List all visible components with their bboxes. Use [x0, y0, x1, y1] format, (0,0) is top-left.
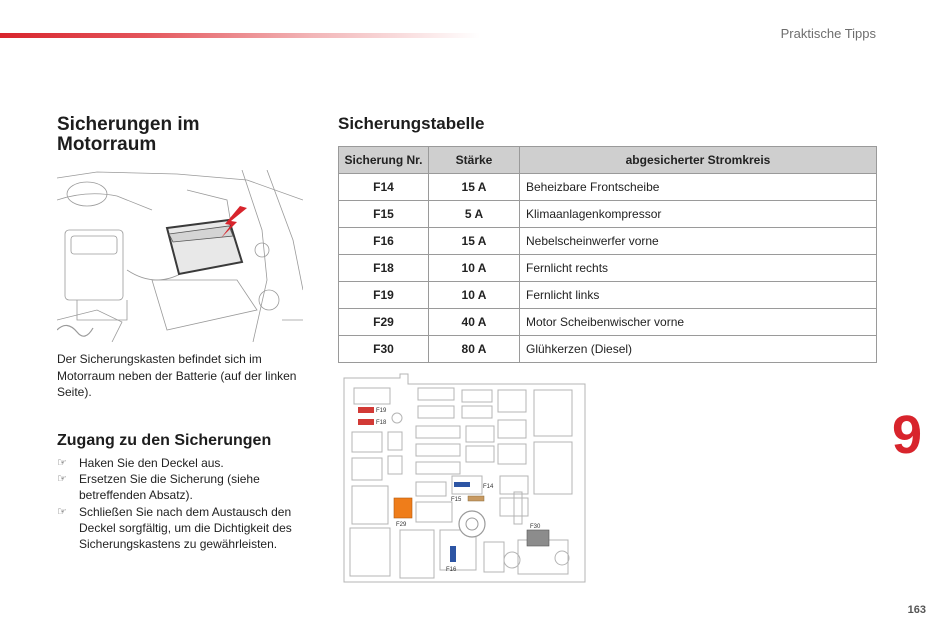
- table-row: [339, 201, 877, 228]
- fuse-f15-marker: [468, 496, 484, 501]
- fuse-rating: 10 A: [429, 255, 520, 282]
- fuse-circuit: Glühkerzen (Diesel): [520, 336, 877, 363]
- fuse-number: F14: [339, 174, 429, 201]
- fuse-number: F30: [339, 336, 429, 363]
- pointing-hand-icon: ☞: [57, 505, 67, 518]
- fuse-circuit: Beheizbare Frontscheibe: [520, 174, 877, 201]
- header-accent-bar: [0, 33, 480, 38]
- step-text: Ersetzen Sie die Sicherung (siehe betreffenden Absatz).: [79, 472, 260, 503]
- fuse-circuit: Klimaanlagenkompressor: [520, 201, 877, 228]
- fuse-rating: 5 A: [429, 201, 520, 228]
- fuse-label-f16: F16: [446, 567, 457, 573]
- table-title: Sicherungstabelle: [338, 114, 485, 133]
- page-title: Sicherungen im Motorraum: [57, 114, 200, 155]
- table-row: [339, 255, 877, 282]
- fuse-rating: 40 A: [429, 309, 520, 336]
- fuse-circuit: Fernlicht links: [520, 282, 877, 309]
- table-row: [339, 282, 877, 309]
- fuse-number: F29: [339, 309, 429, 336]
- fuse-number: F19: [339, 282, 429, 309]
- fuse-label-f14: F14: [483, 484, 494, 490]
- access-heading: Zugang zu den Sicherungen: [57, 432, 272, 449]
- table-row: [339, 309, 877, 336]
- fuse-rating: 15 A: [429, 174, 520, 201]
- column-header-circuit: abgesicherter Stromkreis: [520, 147, 877, 174]
- fuse-number: F16: [339, 228, 429, 255]
- steps-list: [57, 455, 307, 552]
- caption: Der Sicherungskasten befindet sich im Motorraum neben der Batterie (auf der linken Seite).: [57, 352, 297, 399]
- table-row: [339, 336, 877, 363]
- table-row: [339, 228, 877, 255]
- fuse-number: F15: [339, 201, 429, 228]
- pointing-hand-icon: ☞: [57, 473, 67, 486]
- list-item: [57, 471, 307, 503]
- fuse-circuit: Motor Scheibenwischer vorne: [520, 309, 877, 336]
- table-header-row: [339, 147, 877, 174]
- fuse-f14-marker: [454, 482, 470, 487]
- step-text: Haken Sie den Deckel aus.: [79, 456, 224, 470]
- fuse-label-f15: F15: [451, 497, 462, 503]
- fuse-f16-marker: [450, 546, 456, 562]
- fuse-circuit: Nebelscheinwerfer vorne: [520, 228, 877, 255]
- fuse-rating: 10 A: [429, 282, 520, 309]
- engine-bay-illustration: [57, 170, 303, 342]
- fuse-rating: 80 A: [429, 336, 520, 363]
- table-row: [339, 174, 877, 201]
- fuse-number: F18: [339, 255, 429, 282]
- fuse-label-f18: F18: [376, 420, 387, 426]
- fuse-f29-marker: [394, 498, 412, 518]
- fuse-f19-marker: [358, 407, 374, 413]
- pointing-hand-icon: ☞: [57, 457, 67, 469]
- fuse-circuit: Fernlicht rechts: [520, 255, 877, 282]
- fuse-label-f29: F29: [396, 522, 407, 528]
- column-header-fuse: Sicherung Nr.: [339, 147, 429, 174]
- fuse-label-f30: F30: [530, 524, 541, 530]
- fuse-f30-marker: [527, 530, 549, 546]
- list-item: [57, 455, 307, 471]
- section-label: Praktische Tipps: [780, 26, 876, 41]
- list-item: [57, 504, 307, 553]
- fuse-rating: 15 A: [429, 228, 520, 255]
- page-number: 163: [907, 604, 926, 616]
- fuse-box-diagram: [340, 372, 590, 590]
- chapter-number: 9: [892, 405, 923, 465]
- fuse-label-f19: F19: [376, 408, 387, 414]
- step-text: Schließen Sie nach dem Austausch den Deckel sorgfältig, um die Dichtigkeit des Sicherungskastens zu gewährleisten.: [79, 504, 292, 552]
- fuse-f18-marker: [358, 419, 374, 425]
- column-header-rating: Stärke: [429, 147, 520, 174]
- fuse-table: [338, 146, 877, 363]
